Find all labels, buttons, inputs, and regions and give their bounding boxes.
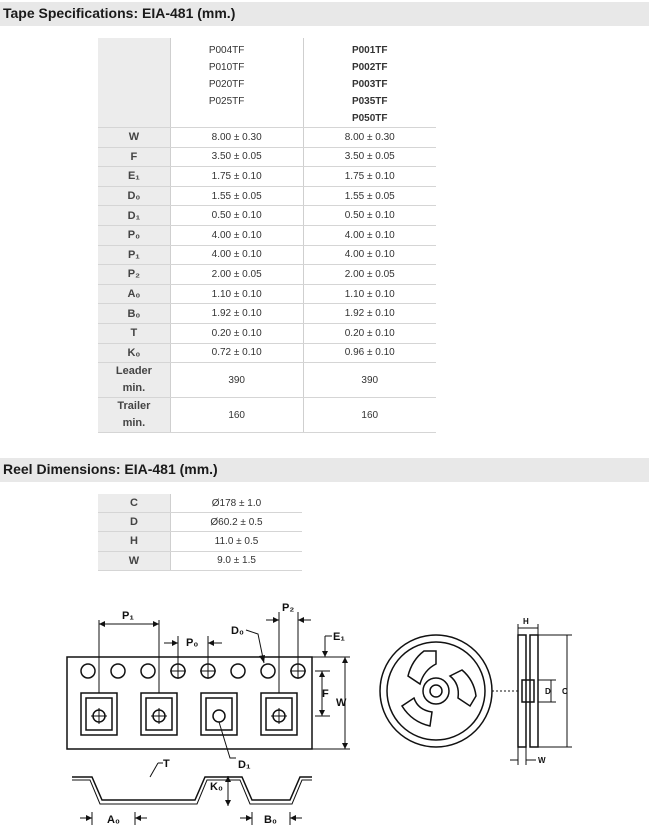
reel-front-view — [380, 635, 492, 747]
cell-value: 8.00 ± 0.30 — [303, 128, 436, 148]
cell-value: 0.72 ± 0.10 — [170, 343, 303, 363]
row-label: D — [98, 513, 171, 532]
cell-value: 1.75 ± 0.10 — [303, 167, 436, 187]
row-label: P₁ — [98, 245, 170, 265]
cell-value: 1.92 ± 0.10 — [303, 304, 436, 324]
row-label: E₁ — [98, 167, 170, 187]
cell-value: 3.50 ± 0.05 — [303, 147, 436, 167]
leader-label: Leader — [115, 365, 152, 378]
cell-value: 0.20 ± 0.10 — [170, 323, 303, 343]
cell-value: 8.00 ± 0.30 — [170, 128, 303, 148]
label-p1: P₁ — [122, 610, 134, 622]
label-a0: A₀ — [107, 814, 120, 826]
label-p0: P₀ — [186, 637, 199, 649]
cell-value: 390 — [170, 363, 303, 398]
leader-unit: min. — [122, 382, 146, 395]
label-d1: D₁ — [238, 759, 251, 771]
cell-value: Ø60.2 ± 0.5 — [171, 513, 303, 532]
cell-value: 0.96 ± 0.10 — [303, 343, 436, 363]
label-reel-h: H — [523, 617, 529, 626]
part-number: P003TF — [351, 79, 388, 90]
tape-strip — [67, 657, 312, 749]
part-number: P002TF — [351, 62, 388, 73]
row-label: H — [98, 532, 171, 551]
row-label: T — [98, 323, 170, 343]
cell-value: 1.10 ± 0.10 — [303, 284, 436, 304]
label-b0: B₀ — [264, 814, 277, 826]
row-label: C — [98, 494, 171, 513]
part-number: P020TF — [208, 79, 245, 90]
row-label: W — [98, 551, 171, 570]
cell-value: 1.75 ± 0.10 — [170, 167, 303, 187]
part-number: P004TF — [208, 45, 245, 56]
cell-value: 0.20 ± 0.10 — [303, 323, 436, 343]
cell-value: 0.50 ± 0.10 — [303, 206, 436, 226]
cell-value: 1.92 ± 0.10 — [170, 304, 303, 324]
cell-value: 2.00 ± 0.05 — [303, 265, 436, 285]
tape-section-title: Tape Specifications: EIA-481 (mm.) — [3, 5, 236, 21]
trailer-label: Trailer — [117, 400, 151, 413]
row-label: P₀ — [98, 225, 170, 245]
reel-section-title: Reel Dimensions: EIA-481 (mm.) — [3, 461, 218, 477]
row-label: B₀ — [98, 304, 170, 324]
part-number: P035TF — [351, 96, 388, 107]
reel-side-view — [492, 624, 572, 765]
row-label: F — [98, 147, 170, 167]
cell-value: Ø178 ± 1.0 — [171, 494, 303, 513]
cell-value: 4.00 ± 0.10 — [170, 225, 303, 245]
label-w: W — [336, 697, 347, 709]
row-label: D₁ — [98, 206, 170, 226]
part-number: P025TF — [208, 96, 245, 107]
cell-value: 1.55 ± 0.05 — [303, 186, 436, 206]
part-number: P050TF — [351, 113, 388, 124]
cell-value: 3.50 ± 0.05 — [170, 147, 303, 167]
label-t: T — [163, 758, 170, 770]
row-label: K₀ — [98, 343, 170, 363]
part-number: P010TF — [208, 62, 245, 73]
cell-value: 160 — [303, 398, 436, 433]
cell-value: 1.55 ± 0.05 — [170, 186, 303, 206]
cell-value: 1.10 ± 0.10 — [170, 284, 303, 304]
label-reel-d: D — [545, 687, 551, 696]
label-e1: E₁ — [333, 631, 345, 643]
label-d0: D₀ — [231, 625, 244, 637]
cell-value: 0.50 ± 0.10 — [170, 206, 303, 226]
row-label: A₀ — [98, 284, 170, 304]
cell-value: 11.0 ± 0.5 — [171, 532, 303, 551]
label-reel-c: C — [562, 687, 568, 696]
trailer-unit: min. — [122, 417, 146, 430]
cell-value: 4.00 ± 0.10 — [170, 245, 303, 265]
row-label: D₀ — [98, 186, 170, 206]
cell-value: 9.0 ± 1.5 — [171, 551, 303, 570]
cell-value: 4.00 ± 0.10 — [303, 245, 436, 265]
cell-value: 390 — [303, 363, 436, 398]
label-reel-w: W — [538, 756, 546, 765]
label-p2: P₂ — [282, 602, 295, 614]
row-label: P₂ — [98, 265, 170, 285]
cell-value: 160 — [170, 398, 303, 433]
label-k0: K₀ — [210, 781, 223, 793]
cell-value: 4.00 ± 0.10 — [303, 225, 436, 245]
part-number: P001TF — [351, 45, 388, 56]
cell-value: 2.00 ± 0.05 — [170, 265, 303, 285]
row-label: W — [98, 128, 170, 148]
label-f: F — [322, 688, 329, 700]
